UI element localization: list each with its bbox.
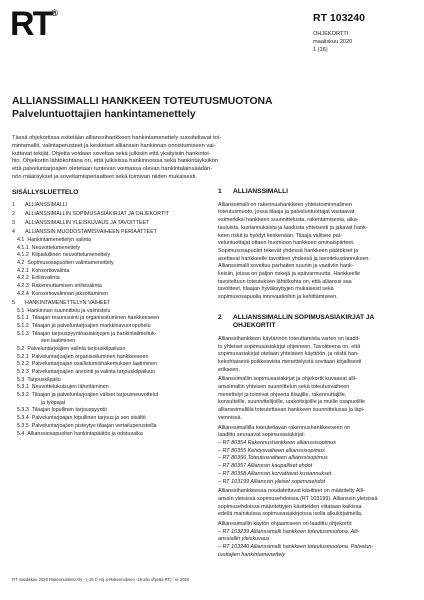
toc-item-label: Erillisvalinta xyxy=(31,275,60,282)
toc-item-number: 2 xyxy=(12,211,15,218)
toc-item[interactable] xyxy=(12,283,187,291)
document-type: OHJEKORTTI xyxy=(313,31,349,37)
toc-item[interactable] xyxy=(12,400,187,408)
toc-item-number: 5.2.2 xyxy=(17,361,29,368)
toc-item[interactable] xyxy=(12,423,187,431)
contract-document-item: – RT 80354 Rakennushankkeen allianssisopimus xyxy=(218,439,336,446)
paragraph-line: Allianssimallin sopimusasiakirjat ja ohjekortit kuvaavat alli- xyxy=(218,376,357,383)
toc-item-number: 5.3.2 xyxy=(17,392,29,399)
toc-item-number: 4.2 xyxy=(17,259,25,266)
toc-item-number: 5.3 xyxy=(17,376,25,383)
section-1-heading xyxy=(218,188,416,196)
toc-item-label: Tilaajan tarjouspyyntöasiakirjojen ja hankintailmoituk- xyxy=(31,330,157,337)
toc-item[interactable] xyxy=(12,229,187,237)
toc-item-label: Sopimusosapuolten valintamenettely xyxy=(27,259,114,266)
toc-item-label: Konsortiovalinta xyxy=(31,267,70,274)
toc-item-label: sen laatiminen xyxy=(41,338,76,345)
toc-item-number: 5.3.5 xyxy=(17,422,29,429)
section-2-paragraph-2 xyxy=(218,376,416,422)
toc-item-number: 4 xyxy=(12,229,15,236)
paragraph-line: Allianssimalli on rakennushankkeen yhteistoiminnallinen xyxy=(218,201,352,208)
paragraph-line: sopimusosapuolia innovaatioihin ja kehittämiseen. xyxy=(218,294,338,301)
document-meta xyxy=(313,30,352,54)
toc-item[interactable] xyxy=(12,245,187,253)
document-date: maaliskuu 2020 xyxy=(313,39,353,45)
toc-item-label: Hankintamenettelyn valinta xyxy=(27,236,91,243)
toc-item-label: Palveluntarjoajien valinta tarjouskilpailuun xyxy=(27,345,126,352)
toc-item-label: HANKINTAMENETTELYN VAIHEET xyxy=(25,299,111,306)
section-1-number: 1 xyxy=(218,188,222,195)
paragraph-line: erikseen. xyxy=(218,366,240,373)
section-1-paragraph-1 xyxy=(218,202,416,264)
toc-item-label: Palveluntarjoajan osallistumishakemuksen laatiminen xyxy=(31,361,157,368)
paragraph-line: Allianssimalli soveltuu parhaiten suuriin ja vaativiin hank- xyxy=(218,263,354,270)
document-pages: 1 (16) xyxy=(313,47,328,53)
page-footer: RT maaliskuu 2020 Rakennustieto Oy · (-16 © Alij a-Rakennuksen -16 alla ohjetta RT) ⁞ nr 2020 xyxy=(12,577,190,582)
paragraph-line: tavoitteet, tilaajan hyväksyttyjen mukaisesti sekä xyxy=(218,286,334,293)
toc-item-number: 4.1.2 xyxy=(17,252,29,259)
intro-paragraph xyxy=(12,135,312,182)
toc-item[interactable] xyxy=(12,237,187,245)
toc-item-label: Tilaajan lopullinen tarjouspyyntö xyxy=(31,407,107,414)
toc-item-label: Palveluntarjoajien organisoituminen hankkeeseen xyxy=(31,353,149,360)
toc-item[interactable] xyxy=(12,252,187,260)
toc-item[interactable] xyxy=(12,315,187,323)
page-title: ALLIANSSIMALLI HANKKEEN TOTEUTUSMUOTONA xyxy=(12,96,273,107)
toc-item[interactable] xyxy=(12,346,187,354)
paragraph-line: kekohtaisesti poikkeavista menettelyistä sovitaan kirjallisesti xyxy=(218,358,362,365)
paragraph-line: keisiin, joissa on paljon riskejä ja epävarmuutta. Hankkeelle xyxy=(218,271,361,278)
toc-item-label: ALLIANSSIMALLIN SOPIMUSASIAKIRJAT JA OHJEKORTIT xyxy=(25,211,169,218)
guide-card-item: – RT 103239 Allianssimalli hankkeen toteutusmuotona. Alli- xyxy=(218,528,360,535)
section-2-title xyxy=(233,314,374,330)
toc-item-label: Allianssiosapuolten hankintapäätös ja odotusaika xyxy=(27,430,143,437)
toc-item-label: ALLIANSSIN MUODOSTAMISVAIHEEN PERIAATTEET xyxy=(25,229,157,236)
toc-item[interactable] xyxy=(12,415,187,423)
toc-item-label: Neuvottelukutsujen lähettäminen xyxy=(31,384,109,391)
section-1-title: ALLIANSSIMALLI xyxy=(233,188,288,195)
paragraph-line: konsulteille, suunnittelijoille, urakoitsijoille ja muille osapuolille xyxy=(218,399,365,406)
toc-item-number: 5.3.4 xyxy=(17,415,29,422)
toc-item-number: 4.1 xyxy=(17,236,25,243)
contract-document-item: – RT 80355 Kehitysvaiheen allianssisopimus xyxy=(218,447,325,454)
toc-item-label: ja työpajat xyxy=(41,399,66,406)
toc-heading: SISÄLLYSLUETTELO xyxy=(12,189,79,196)
paragraph-line: viennissä. xyxy=(218,414,242,421)
toc-item-number: 5.2.1 xyxy=(17,353,29,360)
paragraph-line: Allianssimallin käytön ohjaamiseen on laadittu ohjekortit: xyxy=(218,521,353,528)
toc-item-label: Tilaajan ja palveluntarjoajien väliset tarjousneuvottelut xyxy=(31,392,159,399)
toc-item-label: Tilaajan ja palveluntarjoajien markkinavuoropuhelu xyxy=(31,322,151,329)
section-2-title-line: OHJEKORTIT xyxy=(233,321,276,329)
contract-document-item: – RT 80357 Allianssin kaupalliset ehdot xyxy=(218,463,313,470)
rt-logo xyxy=(10,7,58,41)
toc-item-number: 4.2.4 xyxy=(17,290,29,297)
paragraph-line: asettavat hankkeelle tavoitteet yhdessä ja tavoitekustannuksen. xyxy=(218,255,370,262)
paragraph-line: edellä mainituissa sopimusasiakirjoissa isolla alkukirjaimella. xyxy=(218,511,363,518)
toc-item[interactable] xyxy=(12,300,187,308)
paragraph-line: keen riskit ja hyödyt keskenään. Tilaaja valitsee pal- xyxy=(218,232,342,239)
toc-item[interactable] xyxy=(12,361,187,369)
toc-item-label: Palveluntarjoajan lopullinen tarjous ja sen sisältö xyxy=(31,415,146,422)
intro-line: kuttavat tekijät. Ohjetta voidaan soveltaa sekä julkisiin että yksityisiin hankintoi- xyxy=(12,150,211,157)
toc-item-number: 5.1.2 xyxy=(17,322,29,329)
toc-item-label: Tilaajan resurssointi ja organisoituminen hankkeeseen xyxy=(31,315,160,322)
toc-item[interactable] xyxy=(12,331,187,339)
paragraph-line: esimerkiksi hankkeen suunnittelusta, rakentamisesta, aika- xyxy=(218,217,359,224)
toc-item[interactable] xyxy=(12,384,187,392)
section-2-paragraph-4 xyxy=(218,488,416,519)
toc-item[interactable] xyxy=(12,377,187,385)
toc-item-number: 5 xyxy=(12,299,15,306)
toc-item[interactable] xyxy=(12,275,187,283)
contract-document-item: – RT 80356 Toteutusvaiheen allianssisopimus xyxy=(218,455,328,462)
section-2-number: 2 xyxy=(218,313,222,321)
contract-document-item: – RT 103199 Allianssin yleiset sopimusehdot xyxy=(218,478,325,485)
toc-item-number: 5.1.1 xyxy=(17,315,29,322)
paragraph-line: sopimusehdoissa määritettyjen käsitteiden viitataan kaikissa xyxy=(218,503,362,510)
toc-item-label: Konsortiovalinnan jaksottaminen xyxy=(31,290,109,297)
paragraph-line: tu yhteiset sopimusasiakirjat ohjeineen. Tavoitteena on, että xyxy=(218,343,361,350)
toc-item[interactable] xyxy=(12,407,187,415)
toc-item-number: 4.2.1 xyxy=(17,267,29,274)
toc-item-number: 5.1.3 xyxy=(17,330,29,337)
table-of-contents xyxy=(12,202,187,438)
toc-item-label: Rakennuttamisen erillisvalinta xyxy=(31,283,102,290)
toc-item-number: 3 xyxy=(12,220,15,227)
toc-item-number: 5.1 xyxy=(17,307,25,314)
intro-line: hin. Ohjekortin lähtökohtana on, että julkisissa hankinnoissa sekä hankintayksikön xyxy=(12,158,219,165)
section-2-title-line: ALLIANSSIMALLIN SOPIMUSASIAKIRJAT JA xyxy=(233,313,375,321)
paragraph-line: menettelyt ja toimivat ohjeena tilaajille, rakennuttajille, xyxy=(218,391,347,398)
toc-item[interactable] xyxy=(12,268,187,276)
paragraph-line: toteutusmuoto, jossa tilaaja ja palveluntuottajat vastaavat xyxy=(218,209,355,216)
paragraph-line: laadittu seuraavat sopimusasiakirjat: xyxy=(218,432,305,439)
toc-item-number: 5.3.3 xyxy=(17,407,29,414)
intro-line: että palveluntarjoajien oletetaan tuntevan voimassa olevan hankintalainsäädän- xyxy=(12,166,213,172)
paragraph-line: anssimallin yhteisen suunnittelun sekä toteutusvaiheen xyxy=(218,384,350,391)
section-2-paragraph-1 xyxy=(218,336,416,375)
paragraph-line: Sopimusosapuolet tekevät yhdessä hankkeen päätökset ja xyxy=(218,247,359,254)
toc-item[interactable] xyxy=(12,220,187,228)
toc-item[interactable] xyxy=(12,338,187,346)
toc-item-label: Hankinnan suunnittelu ja valmistelu xyxy=(27,307,111,314)
logo-text: RT xyxy=(10,5,52,43)
intro-line: mintamallit, valintaperusteet ja keskeiset allianssin hankinnan onnistumiseen vai- xyxy=(12,142,216,149)
guide-card-item: anssiallin yleiskuvaus xyxy=(218,536,270,543)
paragraph-line: Allianssihankkeen käytännön toteuttamista varten on laadit- xyxy=(218,335,361,342)
toc-item-number: 1 xyxy=(12,202,15,208)
toc-item-number: 4.1.1 xyxy=(17,244,29,251)
section-2-heading xyxy=(218,314,416,330)
paragraph-line: tauluista, kustannuksista ja laadusta yhteisesti ja jakavat hank- xyxy=(218,224,368,231)
toc-item-label: Palveluntarjoajien arviointi ja valinta tarjouskilpailuun xyxy=(31,369,156,375)
toc-item[interactable] xyxy=(12,392,187,400)
toc-item-number: 4.2.2 xyxy=(17,275,29,282)
paragraph-line: tavoiteltuun toteutuksen lähtökohta on, että allianssi saa xyxy=(218,278,352,285)
paragraph-line: Allianssihankkeessa noudatettavat käsitteet on määritelty Alli- xyxy=(218,488,365,495)
toc-item-number: 5.2 xyxy=(17,345,25,352)
toc-item-label: Tarjouskilpailu xyxy=(27,376,61,383)
toc-item[interactable] xyxy=(12,308,187,316)
toc-item-label: Palveluntarjoajien pisteytys tilaajan vertailuperusteilla xyxy=(31,422,157,429)
guide-card-item: tuottajien hankintamenettely xyxy=(218,551,286,558)
toc-item[interactable] xyxy=(12,431,187,439)
contract-document-item: – RT 80358 Allianssin korvattavat kustannukset xyxy=(218,470,332,477)
toc-item-number: 5.2.3 xyxy=(17,369,29,375)
toc-item[interactable] xyxy=(12,354,187,362)
paragraph-line: sopimusasiakirjat otetaan yhteiseen käyttöön, ja niistä han- xyxy=(218,351,359,358)
paragraph-line: allianssimallilla toteutettavan hankkeen suunnittelussa ja läpi- xyxy=(218,407,365,414)
right-column xyxy=(218,188,416,560)
paragraph-line: veluntuottajat ottaen huomioon hankkeen ominaispiirteet. xyxy=(218,240,355,247)
document-number: RT 103240 xyxy=(313,12,365,24)
paragraph-line: anssin yleisissä sopimusehdoissa (RT 103199). Allianssin yleisissä xyxy=(218,495,378,502)
toc-item[interactable] xyxy=(12,323,187,331)
section-2-paragraph-5 xyxy=(218,521,416,529)
logo-registered-mark: ® xyxy=(51,8,58,18)
guide-card-item: – RT 103240 Allianssimalli hankkeen toteutusmuotona. Palvelun- xyxy=(218,544,374,551)
guide-card-list xyxy=(218,529,416,560)
toc-item-number: 5.3.1 xyxy=(17,384,29,391)
toc-item[interactable] xyxy=(12,260,187,268)
toc-item-label: ALLIANSSIMALLI xyxy=(25,202,68,208)
toc-item-number: 4.2.3 xyxy=(17,283,29,290)
toc-item[interactable] xyxy=(12,291,187,299)
intro-line: nön määräykset ja soveltamisperiaatteet sekä toimivan niiden mukaisesti. xyxy=(12,173,197,180)
contract-document-list xyxy=(218,440,416,486)
toc-item[interactable] xyxy=(12,211,187,219)
toc-item-label: Kilpailullinen neuvottelumenettely xyxy=(31,252,111,259)
section-2-paragraph-3 xyxy=(218,425,416,440)
paragraph-line: Allianssimallilla toteutettavan rakennushankkeeseen on xyxy=(218,424,351,431)
toc-item-label: ALLIANSSIMALLIN YLEISKUVAUS JA TAVOITTEET xyxy=(25,220,150,227)
page-subtitle: Palveluntuottajien hankintamenettely xyxy=(12,109,196,120)
toc-item[interactable] xyxy=(12,202,187,210)
toc-item-number: 5.4 xyxy=(17,430,25,437)
toc-item-label: Neuvottelumenettely xyxy=(31,244,81,251)
toc-item[interactable] xyxy=(12,369,187,377)
intro-line: Tässä ohjekortissa esitetään allianssihankkeen hankintamenettely suositeltavat toi- xyxy=(12,135,221,141)
section-1-paragraph-2 xyxy=(218,263,416,302)
